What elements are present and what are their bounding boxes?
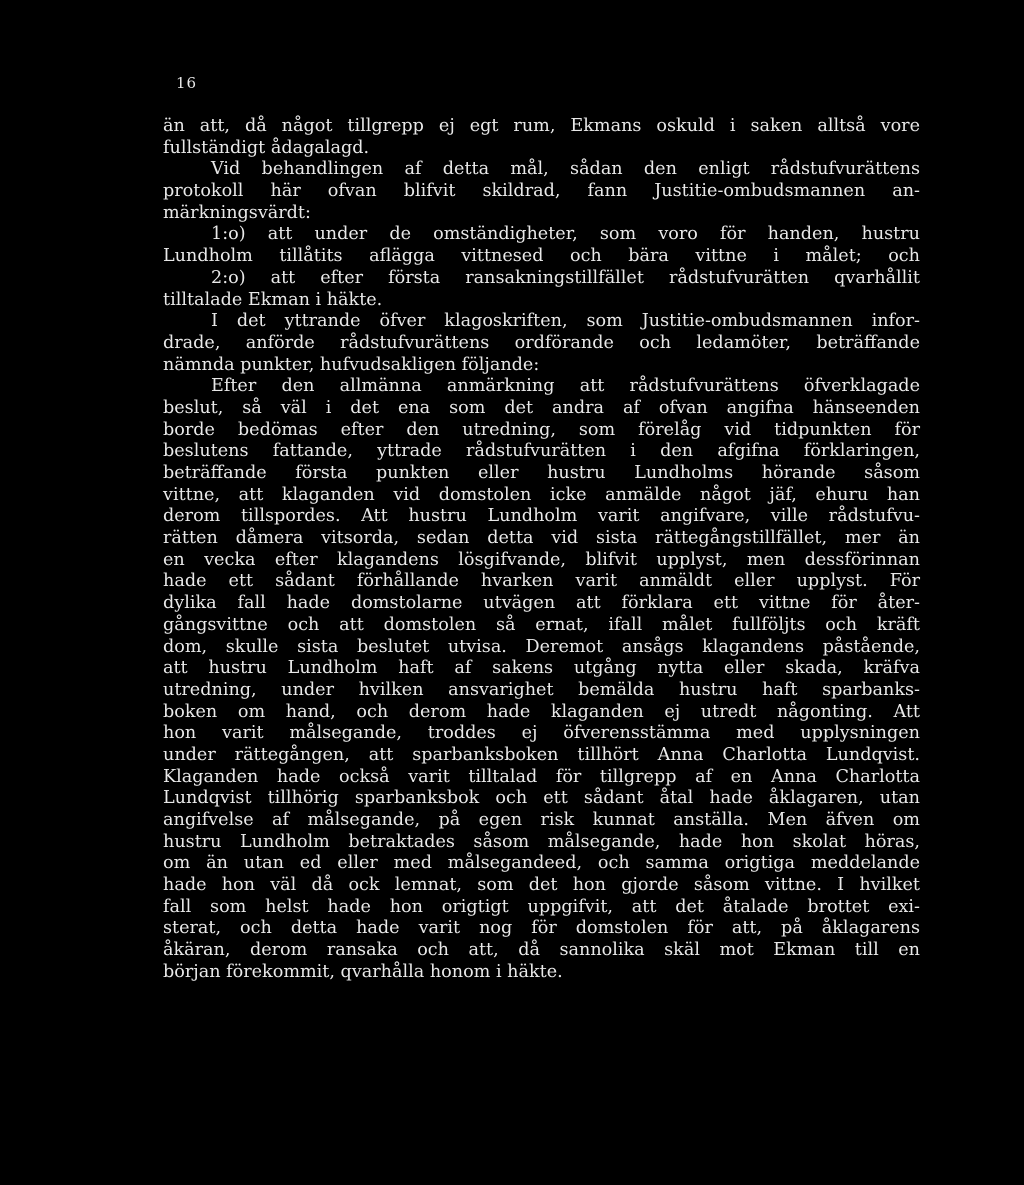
text-line: åkäran, derom ransaka och att, då sannolika skäl mot Ekman till en bbox=[163, 940, 920, 961]
text-line: sterat, och detta hade varit nog för domstolen för att, på åklagarens bbox=[163, 918, 920, 939]
text-line: hon varit målsegande, troddes ej öfverensstämma med upplysningen bbox=[163, 723, 920, 744]
text-line: hade hon väl då ock lemnat, som det hon gjorde såsom vittne. I hvilket bbox=[163, 875, 920, 896]
text-line: 2:o) att efter första ransakningstillfället rådstufvurätten qvarhållit bbox=[211, 267, 920, 288]
text-line: borde bedömas efter den utredning, som förelåg vid tidpunkten för bbox=[163, 419, 920, 440]
text-line: protokoll här ofvan blifvit skildrad, fann Justitie-ombudsmannen an- bbox=[163, 181, 920, 202]
text-line: utredning, under hvilken ansvarighet bemälda hustru haft sparbanks- bbox=[163, 679, 920, 700]
text-line: Vid behandlingen af detta mål, sådan den enligt rådstufvurättens bbox=[211, 159, 920, 180]
text-line: nämnda punkter, hufvudsakligen följande: bbox=[163, 354, 540, 375]
text-line: boken om hand, och derom hade klaganden ej utredt någonting. Att bbox=[163, 701, 920, 722]
text-line: I det yttrande öfver klagoskriften, som Justitie-ombudsmannen infor- bbox=[211, 311, 920, 332]
text-line: början förekommit, qvarhålla honom i häkte. bbox=[163, 961, 563, 982]
text-line: rätten dåmera vitsorda, sedan detta vid sista rättegångstillfället, mer än bbox=[163, 528, 920, 549]
text-line: Klaganden hade också varit tilltalad för tillgrepp af en Anna Charlotta bbox=[163, 766, 920, 787]
text-line: märkningsvärdt: bbox=[163, 202, 311, 223]
text-line: hustru Lundholm betraktades såsom målsegande, hade hon skolat höras, bbox=[163, 831, 920, 852]
text-line: under rättegången, att sparbanksboken tillhört Anna Charlotta Lundqvist. bbox=[163, 744, 920, 765]
text-line: en vecka efter klagandens lösgifvande, blifvit upplyst, men dessförinnan bbox=[163, 549, 920, 570]
text-line: beträffande första punkten eller hustru Lundholms hörande såsom bbox=[163, 463, 920, 483]
text-line: drade, anförde rådstufvurättens ordförande och ledamöter, beträffande bbox=[163, 332, 920, 353]
text-line: Lundqvist tillhörig sparbanksbok och ett sådant åtal hade åklagaren, utan bbox=[163, 788, 920, 809]
text-line: dom, skulle sista beslutet utvisa. Deremot ansågs klagandens påstående, bbox=[163, 636, 920, 657]
text-line: hade ett sådant förhållande hvarken varit anmäldt eller upplyst. För bbox=[163, 571, 920, 592]
text-line: fullständigt ådagalagd. bbox=[163, 137, 370, 158]
text-line: gångsvittne och att domstolen så ernat, ifall målet fullföljts och kräft bbox=[163, 614, 920, 635]
text-line: angifvelse af målsegande, på egen risk kunnat anställa. Men äfven om bbox=[163, 810, 920, 830]
text-line: dylika fall hade domstolarne utvägen att förklara ett vittne för åter- bbox=[163, 593, 920, 614]
text-line: om än utan ed eller med målsegandeed, och samma origtiga meddelande bbox=[163, 853, 920, 874]
page-number: 16 bbox=[176, 74, 198, 92]
text-line: beslutens fattande, yttrade rådstufvurätten i den afgifna förklaringen, bbox=[163, 441, 920, 462]
text-line: derom tillspordes. Att hustru Lundholm varit angifvare, ville rådstufvu- bbox=[163, 506, 920, 527]
text-line: 1:o) att under de omständigheter, som voro för handen, hustru bbox=[211, 224, 920, 245]
text-line: vittne, att klaganden vid domstolen icke anmälde något jäf, ehuru han bbox=[163, 484, 920, 505]
text-line: än att, då något tillgrepp ej egt rum, Ekmans oskuld i saken alltså vore bbox=[163, 116, 920, 136]
text-line: beslut, så väl i det ena som det andra af ofvan angifna hänseenden bbox=[163, 397, 920, 418]
text-line: Lundholm tillåtits aflägga vittnesed och bära vittne i målet; och bbox=[163, 246, 920, 267]
text-line: tilltalade Ekman i häkte. bbox=[163, 289, 383, 310]
text-line: fall som helst hade hon origtigt uppgifvit, att det åtalade brottet exi- bbox=[163, 896, 920, 917]
text-line: Efter den allmänna anmärkning att rådstufvurättens öfverklagade bbox=[211, 376, 920, 397]
body-text bbox=[163, 116, 920, 984]
text-line: att hustru Lundholm haft af sakens utgång nytta eller skada, kräfva bbox=[163, 658, 920, 679]
